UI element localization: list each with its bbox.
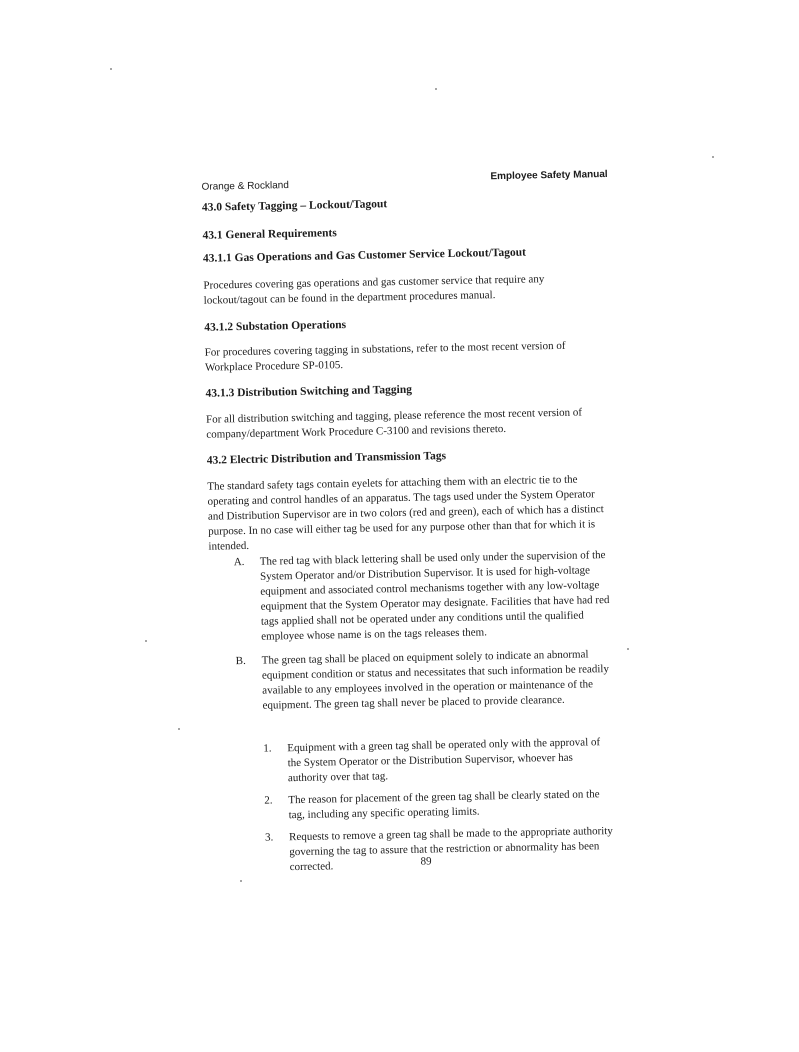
section-43-1-3-heading: 43.1.3 Distribution Switching and Tagging [205,383,413,400]
list-marker: 1. [263,742,272,755]
list-marker: 2. [264,794,273,807]
list-item-text: Equipment with a green tag shall be operated only with the approval of the System Operator or the Distribution Supervisor, whoever has authority over that tag. [287,736,601,785]
list-marker: 3. [264,831,274,844]
section-43-1-heading: 43.1 General Requirements [202,227,337,242]
page-number: 89 [420,855,432,868]
section-43-2-body: The standard safety tags contain eyelets for attaching them with an electric tie to the operating and control handles of an apparatus. The tags used under the System Operator and Distribution Supervisor are in two colors (red and green), each of which has a distinct purpose. In no case will either tag be used for any purpose other than that for which it is intended. [207,473,604,553]
list-item-text: The red tag with black lettering shall be used only under the supervision of the System Operator and/or Distribution Supervisor. It is used for high-voltage equipment and associated control mechanisms together with any low-voltage equipment that the System Operator may designate. Facilities that have had red tags applied shall not be operated under any conditions until the qualified employee whose name is on the tags releases them. [259,549,610,643]
list-marker: B. [235,654,246,668]
list-item-text: Requests to remove a green tag shall be made to the appropriate authority governing the tag to assure that the restriction or abnormality has been corrected. [288,824,613,874]
section-43-2-heading: 43.2 Electric Distribution and Transmission Tags [206,450,447,467]
scan-speck [435,88,437,90]
list-item-text: The green tag shall be placed on equipment solely to indicate an abnormal equipment condition or status and necessitates that such information be readily available to any employees involved in the operation or maintenance of the equipment. The green tag shall never be placed to provide clearance. [261,648,610,712]
scan-speck [178,728,180,730]
section-43-0-heading: 43.0 Safety Tagging – Lockout/Tagout [201,198,388,214]
scan-speck [712,156,714,158]
scan-speck [145,640,147,642]
section-43-1-1-heading: 43.1.1 Gas Operations and Gas Customer Service Lockout/Tagout [202,246,526,265]
section-43-1-2-body: For procedures covering tagging in substations, refer to the most recent version of Workplace Procedure SP-0105. [204,339,566,374]
header-manual-title: Employee Safety Manual [490,168,608,183]
scan-speck [110,68,112,70]
scan-speck [240,880,242,882]
list-item-text: The reason for placement of the green tag shall be clearly stated on the tag, including any specific operating limits. [288,788,600,822]
section-43-1-2-heading: 43.1.2 Substation Operations [204,318,347,334]
section-43-1-1-body: Procedures covering gas operations and gas customer service that require any lockout/tagout can be found in the department procedures manual. [203,273,545,307]
scan-speck [627,648,629,650]
header-company: Orange & Rockland [201,180,289,193]
section-43-1-3-body: For all distribution switching and tagging, please reference the most recent version of company/department Work Procedure C-3100 and revisions thereto. [205,406,583,441]
list-marker: A. [233,555,245,569]
